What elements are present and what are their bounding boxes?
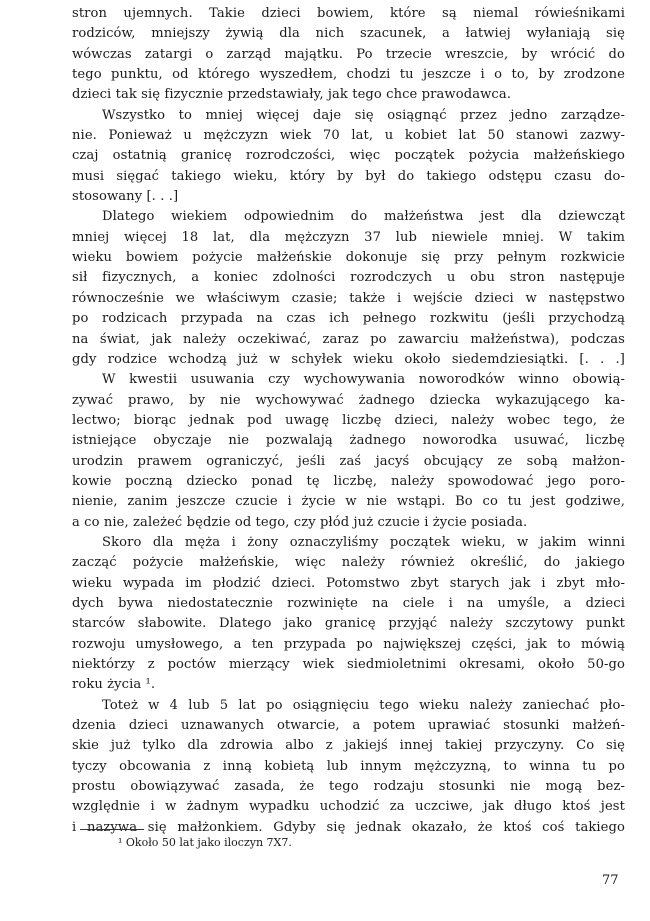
text-line: W kwestii usuwania czy wychowywania noworodków winno obowią- — [102, 372, 625, 388]
text-line: względnie i w żadnym wypadku uchodzić za uczciwe, jak długo ktoś jest — [72, 799, 625, 815]
text-line: lectwo; biorąc jednak pod uwagę liczbę dzieci, należy wobec tego, że — [72, 412, 625, 428]
text-line: sił fizycznych, a koniec zdolności rozrodczych u obu stron następuje — [72, 270, 625, 286]
page-number: 77 — [602, 873, 619, 888]
text-line: tego punktu, od którego wyszedłem, chodzi tu jeszcze i o to, by zrodzone — [72, 67, 625, 83]
footnote: ¹ Około 50 lat jako iloczyn 7X7. — [118, 836, 292, 849]
text-line: stosowany [. . .] — [72, 189, 179, 205]
text-line: skie już tylko dla zdrowia albo z jakiejś innej takiej przyczyny. Co się — [72, 738, 625, 754]
text-line: mniej więcej 18 lat, dla mężczyzn 37 lub niewiele mniej. W takim — [72, 229, 625, 245]
text-line: wówczas zatargi o zarząd majątku. Po trzecie wreszcie, by wrócić do — [72, 46, 625, 62]
text-line: czaj ostatnią granicę rozrodczości, więc początek pożycia małżeńskiego — [72, 148, 625, 164]
text-line: nie. Ponieważ u mężczyzn wiek 70 lat, u kobiet lat 50 stanowi zazwy- — [72, 128, 625, 144]
text-line: istniejące obyczaje nie pozwalają żadnego noworodka usuwać, liczbę — [72, 433, 625, 449]
text-line: musi sięgać takiego wieku, który by był do takiego odstępu czasu do- — [72, 168, 625, 184]
text-line: Dlatego wiekiem odpowiednim do małżeństwa jest dla dziewcząt — [102, 209, 625, 225]
text-line: prostu obowiązywać zasada, że tego rodzaju stosunki nie mogą bez- — [72, 779, 625, 795]
text-line: niektórzy z poctów mierzący wiek siedmioletnimi okresami, około 50-go — [72, 657, 625, 672]
text-line: starców słabowite. Dlatego jako granicę przyjąć należy szczytowy punkt — [72, 616, 625, 632]
text-line: kowie poczną dziecko ponad tę liczbę, należy spowodować jego poro- — [72, 473, 625, 489]
text-line: dzenia dzieci uznawanych otwarcie, a potem uprawiać stosunki małżeń- — [72, 718, 625, 734]
text-line: na świat, jak należy oczekiwać, zaraz po zawarciu małżeństwa), podczas — [72, 331, 625, 347]
text-line: stron ujemnych. Takie dzieci bowiem, które są niemal rówieśnikami — [72, 6, 625, 21]
text-line: urodzin prawem ograniczyć, jeśli zaś jacyś obcujący ze sobą małżon- — [72, 453, 625, 469]
text-line: dzieci tak się fizycznie przedstawiały, jak tego chce prawodawca. — [72, 87, 512, 103]
text-line: wieku bowiem pożycie małżeńskie dokonuje się przy pełnym rozkwicie — [72, 250, 625, 266]
text-line: dych bywa niedostatecznie rozwinięte na ciele i na umyśle, a dzieci — [72, 595, 625, 611]
text-line: zywać prawo, by nie wychowywać żadnego dziecka wykazującego ka- — [72, 392, 625, 408]
text-line: tyczy obcowania z inną kobietą lub innym mężczyzną, to winna tu po — [72, 758, 625, 774]
text-line: równocześnie we właściwym czasie; także i wejście dzieci w następstwo — [72, 290, 625, 306]
text-line: Toteż w 4 lub 5 lat po osiągnięciu tego wieku należy zaniechać pło- — [102, 697, 625, 713]
text-line: Skoro dla męża i żony oznaczyliśmy początek wieku, w jakim winni — [102, 534, 625, 550]
footnote-divider — [80, 829, 144, 830]
text-line: Wszystko to mniej więcej daje się osiągnąć przez jedno zarządze- — [102, 107, 625, 123]
text-line: nienie, zanim jeszcze czucie i życie w nie wstąpi. Bo co tu jest godziwe, — [72, 494, 625, 510]
text-line: roku życia ¹. — [72, 677, 156, 693]
text-line: a co nie, zależeć będzie od tego, czy płód już czucie i życie posiada. — [72, 514, 528, 530]
text-line: rozwoju umysłowego, a ten przypada po największej części, jak to mówią — [72, 636, 625, 652]
text-line: po rodzicach przypada na czas ich pełnego rozkwitu (jeśli przychodzą — [72, 311, 625, 327]
text-line: gdy rodzice wchodzą już w schyłek wieku około siedemdziesiątki. [. . .] — [72, 351, 625, 367]
body-text — [72, 4, 625, 838]
text-line: i nazywa się małżonkiem. Gdyby się jednak okazało, że ktoś coś takiego — [72, 819, 625, 835]
text-line: zacząć pożycie małżeńskie, więc należy również określić, do jakiego — [72, 555, 625, 571]
text-line: wieku wypada im płodzić dzieci. Potomstwo zbyt starych jak i zbyt mło- — [72, 575, 625, 591]
text-line: rodziców, mniejszy żywią dla nich szacunek, a łatwiej wyłaniają się — [72, 26, 625, 42]
